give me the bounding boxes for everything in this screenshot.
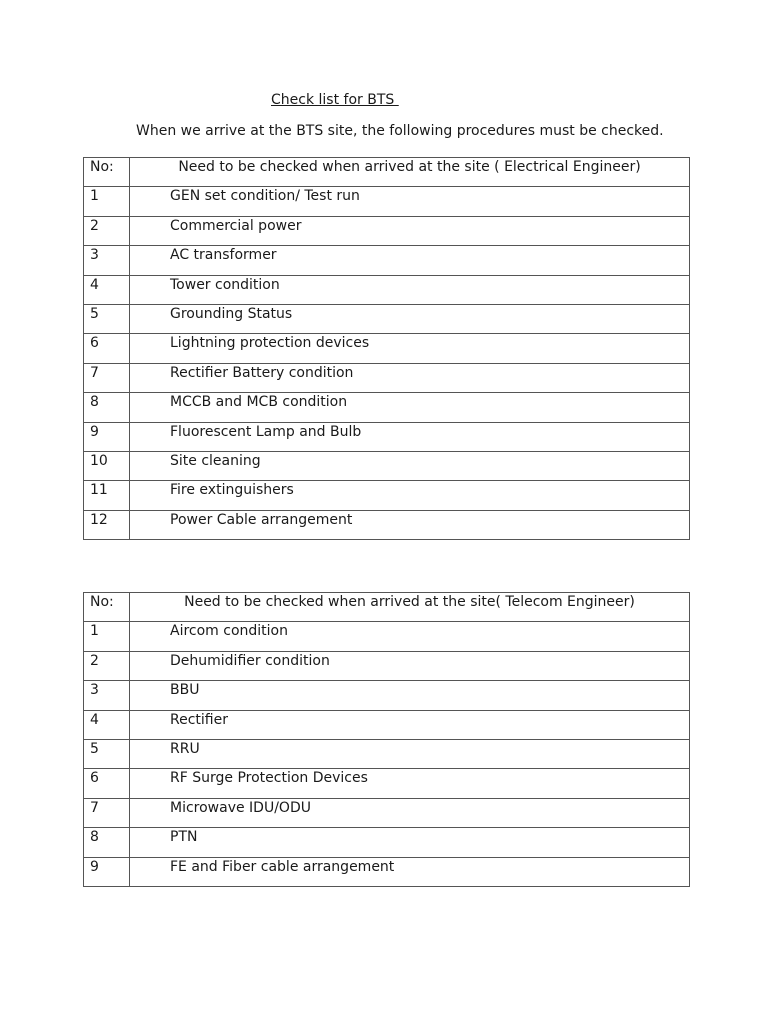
row-item: Site cleaning: [130, 451, 690, 480]
table-row: [84, 828, 690, 857]
row-item: Fire extinguishers: [130, 481, 690, 510]
table-row: [84, 393, 690, 422]
table-row: [84, 651, 690, 680]
table-row: [84, 187, 690, 216]
table-row: [84, 710, 690, 739]
row-number: 8: [84, 393, 130, 422]
row-number: 5: [84, 739, 130, 768]
table-row: [84, 510, 690, 539]
row-number: 4: [84, 710, 130, 739]
table-row: [84, 246, 690, 275]
document-intro: When we arrive at the BTS site, the following procedures must be checked.: [136, 123, 664, 139]
column-header-no: No:: [84, 158, 130, 187]
row-number: 1: [84, 187, 130, 216]
telecom-checklist-table: [83, 592, 690, 887]
row-item: RF Surge Protection Devices: [130, 769, 690, 798]
table-row: [84, 451, 690, 480]
row-number: 3: [84, 246, 130, 275]
table-row: [84, 622, 690, 651]
table-row: [84, 216, 690, 245]
table-row: [84, 769, 690, 798]
row-number: 5: [84, 304, 130, 333]
document-title: Check list for BTS: [271, 92, 399, 108]
row-number: 8: [84, 828, 130, 857]
row-item: AC transformer: [130, 246, 690, 275]
table-header-row: [84, 158, 690, 187]
row-item: RRU: [130, 739, 690, 768]
table-row: [84, 334, 690, 363]
row-number: 4: [84, 275, 130, 304]
table-row: [84, 422, 690, 451]
table-row: [84, 739, 690, 768]
row-item: Microwave IDU/ODU: [130, 798, 690, 827]
table-row: [84, 857, 690, 886]
column-header-no: No:: [84, 593, 130, 622]
electrical-checklist-table: [83, 157, 690, 540]
row-item: Dehumidifier condition: [130, 651, 690, 680]
row-item: MCCB and MCB condition: [130, 393, 690, 422]
row-number: 9: [84, 857, 130, 886]
row-number: 3: [84, 681, 130, 710]
row-item: Tower condition: [130, 275, 690, 304]
row-item: Grounding Status: [130, 304, 690, 333]
row-item: Aircom condition: [130, 622, 690, 651]
table-row: [84, 304, 690, 333]
row-number: 7: [84, 798, 130, 827]
row-number: 10: [84, 451, 130, 480]
row-item: Rectifier: [130, 710, 690, 739]
row-item: Commercial power: [130, 216, 690, 245]
row-item: PTN: [130, 828, 690, 857]
row-number: 6: [84, 769, 130, 798]
table-header-row: [84, 593, 690, 622]
row-item: Fluorescent Lamp and Bulb: [130, 422, 690, 451]
row-number: 9: [84, 422, 130, 451]
row-number: 6: [84, 334, 130, 363]
column-header-item: Need to be checked when arrived at the site ( Electrical Engineer): [130, 158, 690, 187]
column-header-item: Need to be checked when arrived at the site( Telecom Engineer): [130, 593, 690, 622]
table-row: [84, 798, 690, 827]
row-item: FE and Fiber cable arrangement: [130, 857, 690, 886]
table-row: [84, 481, 690, 510]
row-number: 11: [84, 481, 130, 510]
row-number: 1: [84, 622, 130, 651]
table-row: [84, 363, 690, 392]
row-item: Lightning protection devices: [130, 334, 690, 363]
row-number: 2: [84, 651, 130, 680]
row-item: Power Cable arrangement: [130, 510, 690, 539]
row-number: 2: [84, 216, 130, 245]
row-item: BBU: [130, 681, 690, 710]
row-number: 12: [84, 510, 130, 539]
table-row: [84, 681, 690, 710]
row-item: GEN set condition/ Test run: [130, 187, 690, 216]
table-row: [84, 275, 690, 304]
row-item: Rectifier Battery condition: [130, 363, 690, 392]
row-number: 7: [84, 363, 130, 392]
